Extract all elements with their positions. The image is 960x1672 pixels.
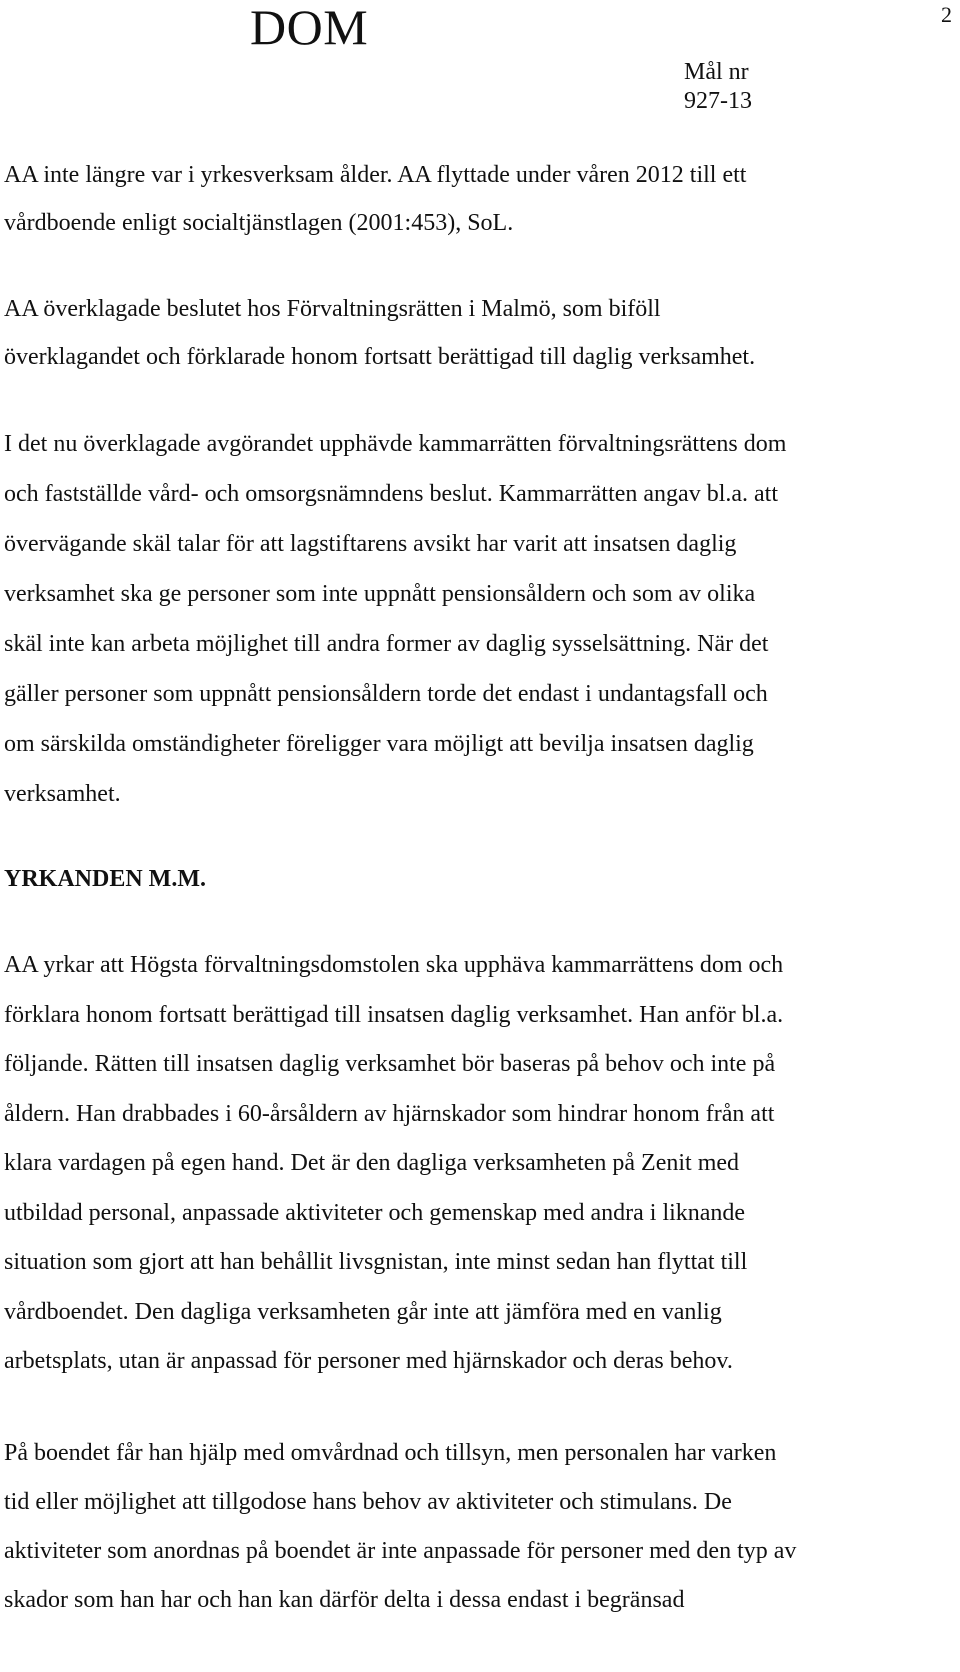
- paragraph-claims-2: [4, 1429, 956, 1625]
- text-line: skador som han har och han kan därför delta i dessa endast i begränsad: [4, 1586, 685, 1613]
- text-line: AA överklagade beslutet hos Förvaltningsrätten i Malmö, som biföll: [4, 296, 661, 322]
- document-title: DOM: [250, 0, 369, 55]
- text-line: gäller personer som uppnått pensionsåldern torde det endast i undantagsfall och: [4, 681, 768, 707]
- text-line: vårdboende enligt socialtjänstlagen (2001:453), SoL.: [4, 210, 514, 236]
- text-line: utbildad personal, anpassade aktiviteter och gemenskap med andra i liknande: [4, 1199, 746, 1226]
- text-line: åldern. Han drabbades i 60-årsåldern av hjärnskador som hindrar honom från att: [4, 1100, 775, 1127]
- text-line: vårdboendet. Den dagliga verksamheten går inte att jämföra med en vanlig: [4, 1298, 722, 1325]
- text-line: På boendet får han hjälp med omvårdnad och tillsyn, men personalen har varken: [4, 1439, 777, 1466]
- text-line: klara vardagen på egen hand. Det är den dagliga verksamheten på Zenit med: [4, 1150, 740, 1176]
- text-line: verksamhet.: [4, 781, 121, 807]
- paragraph-background-2: [4, 285, 956, 381]
- case-number: 927-13: [684, 88, 752, 114]
- section-heading: YRKANDEN M.M.: [4, 866, 206, 892]
- paragraph-claims-1: [4, 941, 956, 1387]
- text-line: följande. Rätten till insatsen daglig verksamhet bör baseras på behov och inte på: [4, 1051, 776, 1077]
- text-line: och fastställde vård- och omsorgsnämndens beslut. Kammarrätten angav bl.a. att: [4, 481, 778, 507]
- text-line: situation som gjort att han behållit livsgnistan, inte minst sedan han flyttat till: [4, 1249, 748, 1275]
- text-line: övervägande skäl talar för att lagstiftarens avsikt har varit att insatsen daglig: [4, 531, 737, 557]
- text-line: skäl inte kan arbeta möjlighet till andra former av daglig sysselsättning. När det: [4, 631, 769, 657]
- text-line: I det nu överklagade avgörandet upphävde kammarrätten förvaltningsrättens dom: [4, 431, 787, 457]
- case-label: Mål nr: [684, 59, 749, 85]
- text-line: AA inte längre var i yrkesverksam ålder. AA flyttade under våren 2012 till ett: [4, 162, 747, 188]
- text-line: förklara honom fortsatt berättigad till insatsen daglig verksamhet. Han anför bl.a.: [4, 1001, 784, 1028]
- text-line: arbetsplats, utan är anpassad för personer med hjärnskador och deras behov.: [4, 1348, 733, 1374]
- paragraph-background-1: [4, 151, 956, 247]
- text-line: verksamhet ska ge personer som inte uppnått pensionsåldern och som av olika: [4, 581, 756, 607]
- text-line: överklagandet och förklarade honom fortsatt berättigad till daglig verksamhet.: [4, 344, 756, 370]
- document-body: [4, 151, 956, 1625]
- text-line: om särskilda omständigheter föreligger vara möjligt att bevilja insatsen daglig: [4, 731, 754, 757]
- page-number: 2: [941, 2, 952, 27]
- text-line: aktiviteter som anordnas på boendet är inte anpassade för personer med den typ av: [4, 1537, 797, 1564]
- text-line: tid eller möjlighet att tillgodose hans behov av aktiviteter och stimulans. De: [4, 1488, 732, 1515]
- text-line: AA yrkar att Högsta förvaltningsdomstolen ska upphäva kammarrättens dom och: [4, 952, 784, 978]
- paragraph-background-3: [4, 419, 956, 819]
- case-number-block: [684, 58, 752, 116]
